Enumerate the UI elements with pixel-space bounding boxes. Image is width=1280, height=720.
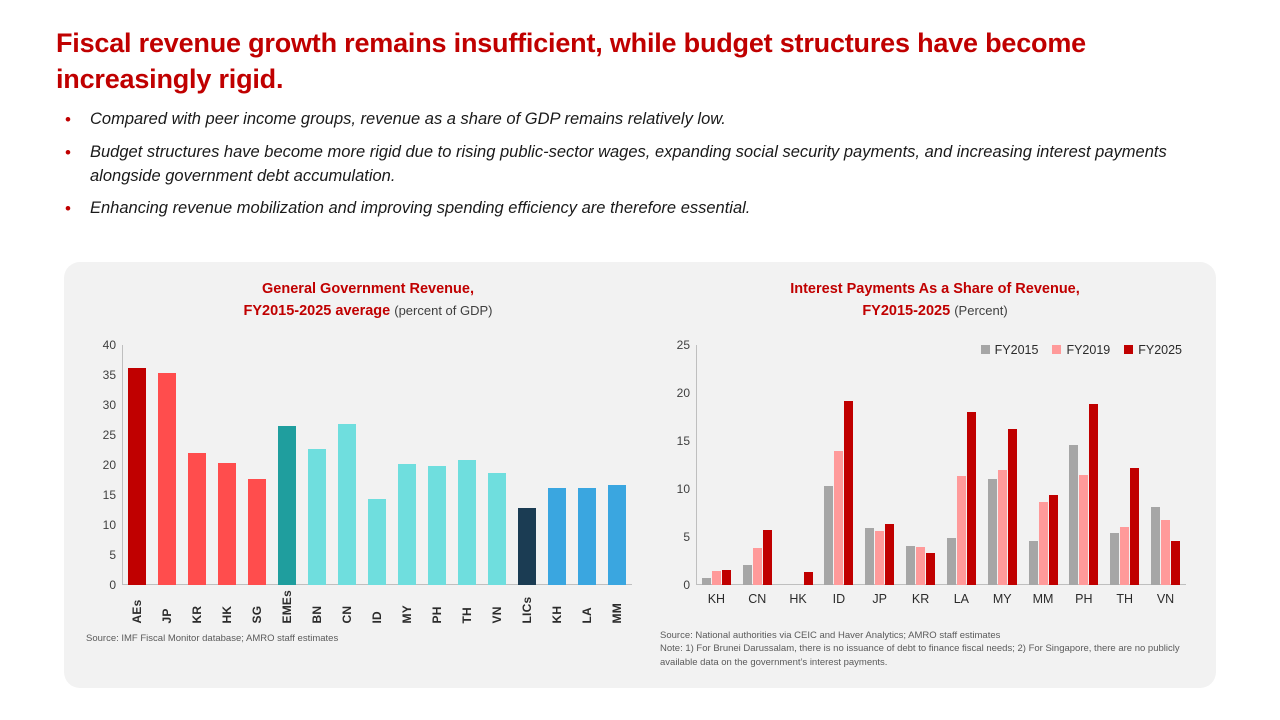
x-tick-label: ID bbox=[370, 611, 384, 624]
legend-label: FY2019 bbox=[1066, 342, 1111, 357]
y-tick-label: 25 bbox=[102, 427, 116, 442]
bar-slot bbox=[512, 345, 542, 585]
x-tick-label: MY bbox=[992, 591, 1012, 606]
x-tick-label: LA bbox=[580, 607, 594, 624]
bar-group-ID bbox=[818, 345, 859, 585]
x-tick-slot bbox=[212, 585, 242, 623]
bar-TH-FY2015 bbox=[1110, 533, 1119, 585]
x-tick-label: AEs bbox=[130, 599, 144, 624]
bar-group-VN bbox=[1145, 345, 1186, 585]
chart-left-plot bbox=[102, 337, 632, 624]
bar-slot bbox=[392, 345, 422, 585]
chart-left-title-line2: FY2015-2025 average bbox=[243, 303, 391, 320]
bar-MY-FY2025 bbox=[1008, 429, 1017, 585]
bar-slot bbox=[152, 345, 182, 585]
x-tick-label: PH bbox=[430, 606, 444, 624]
bar-slot bbox=[542, 345, 572, 585]
x-tick-slot bbox=[941, 585, 982, 606]
legend-label: FY2025 bbox=[1138, 342, 1182, 357]
legend-swatch-icon bbox=[1052, 345, 1061, 354]
bullet-list bbox=[56, 107, 1224, 221]
chart-interest-payments-share bbox=[654, 262, 1216, 688]
bullet-text: Budget structures have become more rigid due to rising public-sector wages, expanding social security payments, and increasing interest payments alongside government debt accumulation. bbox=[90, 142, 1167, 186]
x-tick-slot bbox=[452, 585, 482, 623]
bullet-dot-icon: • bbox=[65, 110, 71, 130]
legend-label: FY2015 bbox=[994, 342, 1039, 357]
bar-LA bbox=[578, 488, 597, 585]
bar-CN bbox=[338, 424, 357, 585]
chart-right-title-line1: Interest Payments As a Share of Revenue, bbox=[790, 281, 1080, 297]
x-tick-slot bbox=[900, 585, 941, 606]
bar-LA-FY2025 bbox=[967, 412, 976, 585]
bar-CN-FY2019 bbox=[753, 548, 762, 585]
chart-right-plot bbox=[676, 337, 1186, 606]
y-tick-label: 15 bbox=[676, 433, 690, 448]
x-tick-label: TH bbox=[1116, 591, 1134, 606]
y-tick-label: 20 bbox=[102, 457, 116, 472]
y-tick-label: 10 bbox=[676, 481, 690, 496]
x-tick-slot bbox=[696, 585, 737, 606]
x-tick-label: CN bbox=[340, 605, 354, 624]
x-tick-label: HK bbox=[789, 591, 807, 606]
bar-PH-FY2025 bbox=[1089, 404, 1098, 584]
y-tick-label: 5 bbox=[109, 547, 116, 562]
bar-slot bbox=[452, 345, 482, 585]
chart-left-title-line1: General Government Revenue, bbox=[262, 281, 474, 297]
x-tick-label: HK bbox=[220, 605, 234, 624]
bar-slot bbox=[332, 345, 362, 585]
x-tick-slot bbox=[859, 585, 900, 606]
chart-right-source-note bbox=[660, 629, 1205, 670]
x-tick-label: JP bbox=[872, 591, 888, 606]
bar-MY-FY2019 bbox=[998, 470, 1007, 585]
bar-slot bbox=[242, 345, 272, 585]
legend-item-FY2019[interactable] bbox=[1052, 343, 1110, 357]
bar-series bbox=[122, 345, 632, 585]
x-tick-label: LICs bbox=[520, 596, 534, 624]
bar-CN-FY2015 bbox=[743, 565, 752, 585]
legend-swatch-icon bbox=[981, 345, 990, 354]
bar-TH-FY2025 bbox=[1130, 468, 1139, 585]
list-item bbox=[56, 107, 1210, 131]
x-tick-slot bbox=[602, 585, 632, 623]
bar-VN-FY2015 bbox=[1151, 507, 1160, 585]
bar-MM bbox=[608, 485, 627, 585]
x-tick-slot bbox=[778, 585, 819, 606]
bar-MM-FY2015 bbox=[1029, 541, 1038, 585]
bar-EMEs bbox=[278, 426, 297, 585]
bar-PH-FY2019 bbox=[1079, 475, 1088, 585]
x-tick-slot bbox=[737, 585, 778, 606]
chart-right-title-line2: FY2015-2025 bbox=[862, 303, 951, 320]
x-tick-slot bbox=[1145, 585, 1186, 606]
x-tick-slot bbox=[122, 585, 152, 623]
bar-group-MY bbox=[982, 345, 1023, 585]
bar-ID-FY2025 bbox=[844, 401, 853, 585]
x-tick-slot bbox=[482, 585, 512, 623]
x-tick-slot bbox=[152, 585, 182, 623]
bar-slot bbox=[302, 345, 332, 585]
x-tick-label: EMEs bbox=[280, 589, 294, 624]
bar-KH-FY2019 bbox=[712, 571, 721, 585]
bar-group-HK bbox=[778, 345, 819, 585]
x-tick-label: JP bbox=[160, 608, 174, 624]
bar-JP-FY2025 bbox=[885, 524, 894, 585]
bar-ID-FY2015 bbox=[824, 486, 833, 585]
bar-KR-FY2025 bbox=[926, 553, 935, 585]
x-tick-slot bbox=[422, 585, 452, 623]
x-tick-slot bbox=[512, 585, 542, 623]
bar-BN bbox=[308, 449, 327, 585]
bar-group-JP bbox=[859, 345, 900, 585]
bar-slot bbox=[422, 345, 452, 585]
bar-slot bbox=[122, 345, 152, 585]
bar-slot bbox=[572, 345, 602, 585]
y-tick-label: 10 bbox=[102, 517, 116, 532]
chart-left-source: Source: IMF Fiscal Monitor database; AMRO staff estimates bbox=[86, 633, 339, 645]
x-tick-label: MM bbox=[1032, 591, 1054, 606]
x-tick-label: MY bbox=[400, 605, 414, 624]
x-tick-label: MM bbox=[610, 603, 624, 624]
bar-series-grouped bbox=[696, 342, 1186, 585]
x-tick-slot bbox=[572, 585, 602, 623]
bar-slot bbox=[602, 345, 632, 585]
bar-LICs bbox=[518, 508, 537, 585]
x-tick-label: ID bbox=[832, 591, 846, 606]
page-title: Fiscal revenue growth remains insufficient, while budget structures have become increasingly rigid. bbox=[56, 28, 1086, 94]
bar-slot bbox=[272, 345, 302, 585]
bar-VN bbox=[488, 473, 507, 585]
bar-slot bbox=[182, 345, 212, 585]
bar-slot bbox=[482, 345, 512, 585]
x-tick-label: VN bbox=[490, 606, 504, 624]
x-tick-slot bbox=[1063, 585, 1104, 606]
chart-right-unit: (Percent) bbox=[954, 303, 1008, 319]
x-tick-slot bbox=[182, 585, 212, 623]
x-tick-slot bbox=[272, 585, 302, 623]
bullet-dot-icon: • bbox=[65, 199, 71, 219]
bar-SG bbox=[248, 479, 267, 585]
x-tick-slot bbox=[332, 585, 362, 623]
bar-ID bbox=[368, 499, 387, 585]
bar-MM-FY2025 bbox=[1049, 495, 1058, 585]
list-item bbox=[56, 196, 1210, 220]
bar-KR-FY2019 bbox=[916, 547, 925, 585]
bar-LA-FY2015 bbox=[947, 538, 956, 585]
y-tick-label: 0 bbox=[683, 577, 690, 592]
chart-left-unit: (percent of GDP) bbox=[394, 303, 493, 319]
bar-AEs bbox=[128, 368, 147, 585]
x-axis-labels bbox=[696, 585, 1186, 606]
chart-legend bbox=[981, 343, 1182, 357]
bar-group-LA bbox=[941, 345, 982, 585]
bar-TH bbox=[458, 460, 477, 585]
x-tick-label: CN bbox=[748, 591, 767, 606]
x-tick-slot bbox=[302, 585, 332, 623]
x-tick-slot bbox=[818, 585, 859, 606]
bar-JP-FY2019 bbox=[875, 531, 884, 585]
x-tick-slot bbox=[542, 585, 572, 623]
x-tick-label: VN bbox=[1156, 591, 1175, 606]
bar-KH bbox=[548, 488, 567, 585]
y-tick-label: 20 bbox=[676, 385, 690, 400]
x-tick-label: LA bbox=[953, 591, 970, 606]
bar-CN-FY2025 bbox=[763, 530, 772, 585]
bar-group-PH bbox=[1063, 345, 1104, 585]
bar-KR bbox=[188, 453, 207, 585]
bar-slot bbox=[362, 345, 392, 585]
bar-HK-FY2025 bbox=[804, 572, 813, 584]
x-tick-label: BN bbox=[310, 605, 324, 624]
legend-item-FY2025[interactable] bbox=[1124, 343, 1182, 357]
x-tick-slot bbox=[242, 585, 272, 623]
x-tick-slot bbox=[1104, 585, 1145, 606]
bar-LA-FY2019 bbox=[957, 476, 966, 584]
bar-group-KH bbox=[696, 345, 737, 585]
bar-JP bbox=[158, 373, 177, 585]
x-tick-slot bbox=[392, 585, 422, 623]
charts-panel bbox=[64, 262, 1216, 688]
x-tick-label: SG bbox=[250, 605, 264, 624]
y-tick-label: 35 bbox=[102, 367, 116, 382]
bar-MM-FY2019 bbox=[1039, 502, 1048, 585]
bar-MY bbox=[398, 464, 417, 585]
bullet-text: Compared with peer income groups, revenue as a share of GDP remains relatively low. bbox=[90, 110, 726, 129]
chart-right-note: Note: 1) For Brunei Darussalam, there is no issuance of debt to finance fiscal needs; 2) For Singapore, there are no publicly available data on the government’s interest payments. bbox=[660, 643, 1180, 669]
y-tick-label: 25 bbox=[676, 337, 690, 352]
bar-MY-FY2015 bbox=[988, 479, 997, 585]
bar-PH-FY2015 bbox=[1069, 445, 1078, 585]
x-tick-slot bbox=[982, 585, 1023, 606]
chart-right-source: Source: National authorities via CEIC and Haver Analytics; AMRO staff estimates bbox=[660, 629, 1001, 641]
x-tick-label: KR bbox=[911, 591, 930, 606]
bar-VN-FY2019 bbox=[1161, 520, 1170, 585]
list-item bbox=[56, 140, 1210, 189]
bar-group-MM bbox=[1023, 345, 1064, 585]
bar-JP-FY2015 bbox=[865, 528, 874, 585]
bar-KH-FY2015 bbox=[702, 578, 711, 585]
legend-item-FY2015[interactable] bbox=[981, 343, 1039, 357]
bullet-text: Enhancing revenue mobilization and improving spending efficiency are therefore essential. bbox=[90, 199, 751, 218]
bar-group-CN bbox=[737, 345, 778, 585]
bar-group-TH bbox=[1104, 345, 1145, 585]
chart-general-government-revenue bbox=[64, 262, 654, 688]
bar-PH bbox=[428, 466, 447, 585]
x-tick-label: KH bbox=[707, 591, 726, 606]
bar-ID-FY2019 bbox=[834, 451, 843, 585]
bar-KR-FY2015 bbox=[906, 546, 915, 585]
bar-slot bbox=[212, 345, 242, 585]
legend-swatch-icon bbox=[1124, 345, 1133, 354]
bullet-dot-icon: • bbox=[65, 142, 71, 162]
chart-left-title bbox=[82, 278, 654, 323]
bar-KH-FY2025 bbox=[722, 570, 731, 585]
y-tick-label: 30 bbox=[102, 397, 116, 412]
x-tick-label: TH bbox=[460, 607, 474, 624]
x-tick-label: KR bbox=[190, 605, 204, 624]
x-tick-label: PH bbox=[1075, 591, 1093, 606]
bar-group-KR bbox=[900, 345, 941, 585]
bar-TH-FY2019 bbox=[1120, 527, 1129, 585]
y-tick-label: 5 bbox=[683, 529, 690, 544]
bar-HK bbox=[218, 463, 237, 585]
chart-right-title bbox=[654, 278, 1216, 323]
x-tick-label: KH bbox=[550, 605, 564, 624]
y-tick-label: 0 bbox=[109, 577, 116, 592]
bar-VN-FY2025 bbox=[1171, 541, 1180, 585]
y-tick-label: 15 bbox=[102, 487, 116, 502]
x-tick-slot bbox=[362, 585, 392, 623]
x-axis-labels bbox=[122, 585, 632, 623]
y-tick-label: 40 bbox=[102, 337, 116, 352]
x-tick-slot bbox=[1023, 585, 1064, 606]
